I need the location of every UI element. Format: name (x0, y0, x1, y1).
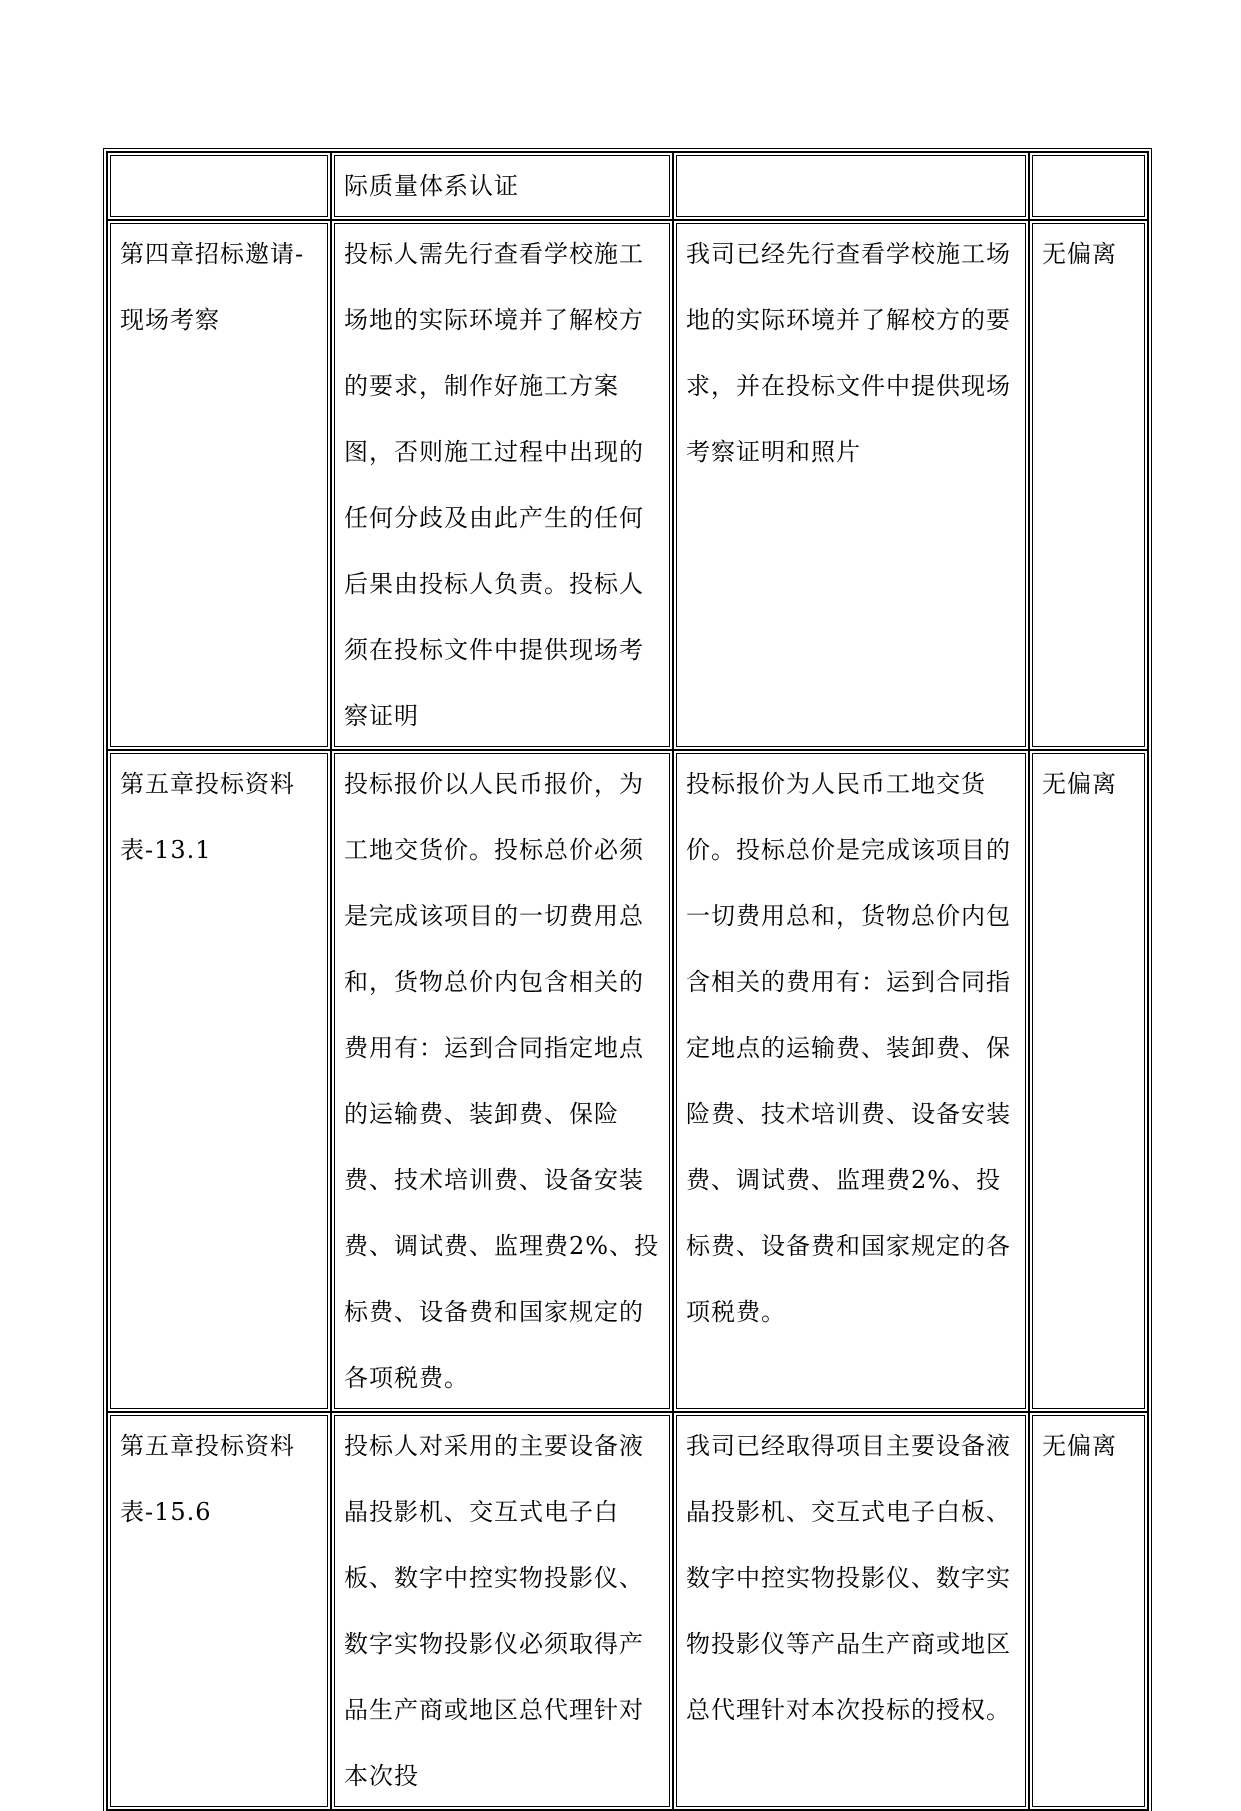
chapter-text: 第五章投标资料表-15.6 (120, 1432, 295, 1526)
table-row (107, 1412, 1148, 1810)
chapter-text: 第五章投标资料表-13.1 (120, 770, 295, 864)
response-cell (673, 220, 1029, 750)
response-text: 我司已经取得项目主要设备液晶投影机、交互式电子白板、数字中控实物投影仪、数字实物投影仪等产品生产商或地区总代理针对本次投标的授权。 (686, 1432, 1011, 1724)
deviation-text: 无偏离 (1042, 1432, 1117, 1460)
deviation-text: 无偏离 (1042, 240, 1117, 268)
deviation-cell (1029, 1412, 1148, 1810)
requirement-cell (331, 152, 673, 220)
response-text: 投标报价为人民币工地交货价。投标总价是完成该项目的一切费用总和，货物总价内包含相关的费用有：运到合同指定地点的运输费、装卸费、保险费、技术培训费、设备安装费、调试费、监理费2%、投标费、设备费和国家规定的各项税费。 (686, 770, 1011, 1326)
requirement-cell (331, 750, 673, 1412)
response-cell (673, 152, 1029, 220)
requirement-text: 投标人对采用的主要设备液晶投影机、交互式电子白板、数字中控实物投影仪、数字实物投影仪必须取得产品生产商或地区总代理针对本次投 (344, 1432, 644, 1790)
chapter-cell (107, 1412, 331, 1810)
deviation-cell (1029, 152, 1148, 220)
chapter-cell (107, 750, 331, 1412)
response-cell (673, 750, 1029, 1412)
requirement-text: 投标报价以人民币报价，为工地交货价。投标总价必须是完成该项目的一切费用总和，货物总价内包含相关的费用有：运到合同指定地点的运输费、装卸费、保险费、技术培训费、设备安装费、调试费、监理费2%、投标费、设备费和国家规定的各项税费。 (344, 770, 660, 1392)
requirement-text: 际质量体系认证 (344, 172, 519, 200)
requirement-text: 投标人需先行查看学校施工场地的实际环境并了解校方的要求，制作好施工方案图，否则施工过程中出现的任何分歧及由此产生的任何后果由投标人负责。投标人须在投标文件中提供现场考察证明 (344, 240, 644, 730)
chapter-cell (107, 152, 331, 220)
table-row (107, 152, 1148, 220)
chapter-cell (107, 220, 331, 750)
response-cell (673, 1412, 1029, 1810)
response-text: 我司已经先行查看学校施工场地的实际环境并了解校方的要求，并在投标文件中提供现场考察证明和照片 (686, 240, 1011, 466)
deviation-text: 无偏离 (1042, 770, 1117, 798)
table-row (107, 750, 1148, 1412)
requirement-cell (331, 220, 673, 750)
table-row (107, 220, 1148, 750)
deviation-cell (1029, 750, 1148, 1412)
chapter-text: 第四章招标邀请-现场考察 (120, 240, 305, 334)
requirement-cell (331, 1412, 673, 1810)
deviation-table (106, 151, 1149, 1811)
deviation-cell (1029, 220, 1148, 750)
